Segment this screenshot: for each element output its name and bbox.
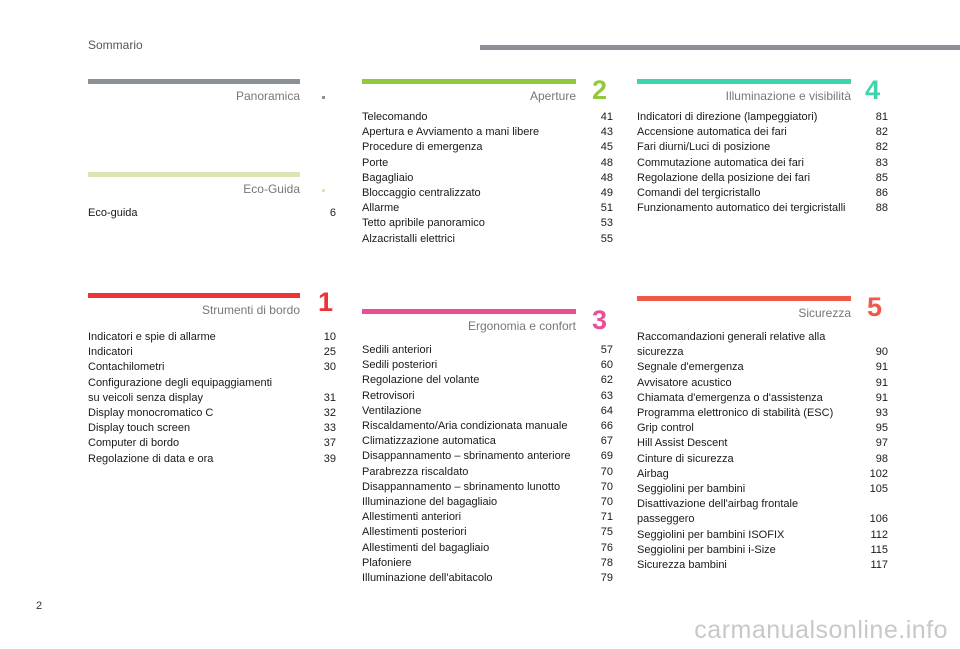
section-ecoguida (88, 172, 336, 221)
page-number: 2 (36, 600, 43, 612)
section-number: 3 (592, 305, 608, 335)
section-title: Eco-Guida (243, 182, 300, 196)
toc-entry-page: 69 (600, 450, 613, 463)
toc-entry[interactable] (362, 449, 613, 464)
toc-entry-label: Computer di bordo (88, 437, 180, 450)
section-panoramica (88, 79, 300, 103)
toc-entry-page: 37 (323, 437, 336, 450)
toc-entry-page: 83 (875, 156, 888, 169)
toc-entry-page: 90 (875, 346, 888, 359)
toc-entry-page: 86 (875, 187, 888, 200)
toc-entry[interactable] (362, 571, 613, 586)
toc-entry[interactable] (88, 452, 336, 467)
toc-entry[interactable] (88, 206, 336, 221)
section-bar (637, 79, 851, 84)
toc-entries (637, 110, 888, 216)
toc-entry[interactable] (637, 391, 888, 406)
toc-entry-label: Contachilometri (88, 361, 165, 374)
toc-entry-page: 64 (600, 404, 613, 417)
section-bar (362, 309, 576, 314)
section-sicurezza (637, 292, 888, 573)
toc-entry[interactable] (637, 543, 888, 558)
toc-entry-label: Illuminazione del bagagliaio (362, 496, 498, 509)
toc-entry-label: Regolazione della posizione dei fari (637, 171, 811, 184)
toc-entry-label: Regolazione del volante (362, 374, 480, 387)
toc-entry[interactable] (362, 186, 613, 201)
toc-entry-page: 91 (875, 361, 888, 374)
toc-entry-label: Apertura e Avviamento a mani libere (362, 126, 540, 139)
section-bar (362, 79, 576, 84)
toc-entry[interactable] (637, 186, 888, 201)
toc-entry-page: 33 (323, 422, 336, 435)
toc-entry-page: 85 (875, 171, 888, 184)
toc-entry[interactable] (88, 345, 336, 360)
toc-entry[interactable] (637, 201, 888, 216)
toc-entry-label: Grip control (637, 422, 694, 435)
section-bar (88, 293, 300, 298)
toc-entry-page: 49 (600, 187, 613, 200)
section-aperture (362, 75, 613, 247)
toc-entry-label: Allestimenti del bagagliaio (362, 541, 490, 554)
toc-entry-page: 51 (600, 202, 613, 215)
toc-entry-page: 45 (600, 141, 613, 154)
toc-entry-page: 43 (600, 126, 613, 139)
toc-entry-label: Bloccaggio centralizzato (362, 187, 481, 200)
toc-entry-label: Disappannamento – sbrinamento lunotto (362, 480, 561, 493)
toc-entry-label: Porte (362, 156, 389, 169)
toc-entry-page: 67 (600, 435, 613, 448)
toc-entry-label: Procedure di emergenza (362, 141, 483, 154)
section-illuminazione (637, 75, 888, 216)
toc-entry-label: Display touch screen (88, 422, 191, 435)
toc-entry-label: Bagagliaio (362, 171, 414, 184)
toc-entry-label: Sedili anteriori (362, 344, 432, 356)
toc-entry-label: Commutazione automatica dei fari (637, 156, 804, 169)
toc-entry[interactable] (637, 482, 888, 497)
toc-entry-label: Chiamata d'emergenza o d'assistenza (637, 391, 823, 404)
section-bar (88, 172, 300, 177)
toc-entry[interactable] (362, 140, 613, 155)
toc-entry-label: Alzacristalli elettrici (362, 232, 455, 245)
toc-entry-page: 88 (875, 202, 888, 215)
toc-entry-label: Telecomando (362, 111, 428, 123)
section-title: Sicurezza (798, 306, 851, 320)
toc-entry[interactable] (362, 404, 613, 419)
toc-entry[interactable] (637, 436, 888, 451)
toc-entry-label: Allestimenti posteriori (362, 526, 467, 539)
toc-entry-label: Funzionamento automatico dei tergicristalli (637, 202, 846, 215)
toc-entry-label: Disappannamento – sbrinamento anteriore (362, 450, 571, 463)
header-bar (480, 45, 960, 50)
section-title: Aperture (529, 89, 576, 103)
section-number: 4 (865, 75, 881, 105)
toc-entry-page: 71 (600, 511, 613, 524)
toc-entry-page: 25 (323, 346, 336, 359)
toc-entry[interactable] (362, 156, 613, 171)
toc-entry[interactable] (362, 389, 613, 404)
toc-entry-label: Allestimenti anteriori (362, 511, 462, 524)
toc-entry-label: Indicatori e spie di allarme (88, 331, 216, 343)
toc-entry[interactable] (637, 421, 888, 436)
section-title: Strumenti di bordo (201, 303, 300, 317)
toc-entry[interactable] (637, 110, 888, 125)
toc-entry-label: Eco-guida (88, 207, 138, 219)
watermark: carmanualsonline.info (694, 616, 948, 644)
toc-entry-label: Programma elettronico di stabilità (ESC) (637, 407, 834, 420)
toc-entry-page: 93 (875, 407, 888, 420)
toc-entry[interactable] (637, 406, 888, 421)
toc-entry-label: Display monocromatico C (88, 407, 214, 420)
toc-entry-page: 98 (875, 452, 888, 465)
toc-entry[interactable] (362, 525, 613, 540)
toc-entry-page: 97 (875, 437, 888, 450)
toc-entries (362, 110, 613, 247)
toc-entry-label: Climatizzazione automatica (362, 435, 496, 448)
toc-entry-page: 41 (600, 111, 613, 123)
toc-entry-label: Seggiolini per bambini ISOFIX (637, 528, 785, 541)
toc-entry[interactable] (362, 343, 613, 358)
toc-entry[interactable] (362, 510, 613, 525)
toc-entry[interactable] (637, 330, 888, 360)
toc-entry[interactable] (88, 376, 336, 406)
toc-entries (362, 343, 613, 586)
section-bar (637, 296, 851, 301)
toc-entry-page: 106 (869, 513, 888, 526)
toc-entry-label: Cinture di sicurezza (637, 452, 734, 465)
toc-entry[interactable] (637, 497, 888, 527)
toc-entry[interactable] (362, 358, 613, 373)
toc-entry[interactable] (637, 171, 888, 186)
section-strumenti (88, 287, 336, 467)
toc-entry[interactable] (637, 140, 888, 155)
toc-entry-page: 115 (870, 543, 888, 556)
toc-entry-label: Tetto apribile panoramico (362, 217, 485, 230)
toc-entry-label: Allarme (362, 202, 400, 215)
toc-entries (88, 206, 336, 221)
toc-entry[interactable] (362, 556, 613, 571)
toc-entry[interactable] (637, 452, 888, 467)
toc-entry-page: 57 (600, 344, 613, 356)
section-title: Panoramica (235, 89, 300, 103)
toc-entry-label: Regolazione di data e ora (88, 452, 214, 465)
section-title: Ergonomia e confort (467, 319, 576, 333)
toc-entry[interactable] (362, 419, 613, 434)
toc-entry-label: Hill Assist Descent (637, 437, 728, 450)
toc-entry[interactable] (362, 434, 613, 449)
toc-entry[interactable] (637, 156, 888, 171)
toc-entry-page: 48 (600, 156, 613, 169)
toc-entry[interactable] (637, 125, 888, 140)
section-marker (322, 189, 325, 192)
toc-entry-label: Ventilazione (362, 404, 422, 417)
toc-entry-label: Sicurezza bambini (637, 559, 727, 572)
toc-entry[interactable] (88, 421, 336, 436)
toc-entry-label: Plafoniere (362, 556, 412, 569)
toc-entry-page: 91 (875, 391, 888, 404)
toc-entry-page: 70 (600, 465, 613, 478)
toc-entry-page: 117 (870, 559, 888, 572)
section-number: 1 (318, 287, 334, 317)
toc-entry-page: 91 (875, 376, 888, 389)
toc-entry[interactable] (637, 376, 888, 391)
toc-entry[interactable] (362, 201, 613, 216)
toc-entry-label: Retrovisori (362, 389, 415, 402)
toc-entry-page: 78 (600, 556, 613, 569)
toc-entry[interactable] (637, 558, 888, 573)
toc-entry-label: Comandi del tergicristallo (637, 187, 761, 200)
section-ergonomia (362, 305, 613, 586)
toc-entry-page: 55 (600, 232, 613, 245)
toc-entry-page: 76 (600, 541, 613, 554)
toc-entry-page: 81 (875, 111, 888, 123)
toc-entry[interactable] (362, 373, 613, 388)
toc-entry-page: 10 (323, 331, 336, 343)
toc-entry[interactable] (637, 467, 888, 482)
toc-entry-page: 75 (600, 526, 613, 539)
toc-entry-page: 112 (870, 528, 888, 541)
toc-entry[interactable] (88, 330, 336, 345)
toc-entry-page: 79 (600, 572, 613, 585)
toc-entry[interactable] (362, 232, 613, 247)
toc-entry-page: 53 (600, 217, 613, 230)
toc-entry[interactable] (362, 465, 613, 480)
toc-entry[interactable] (362, 541, 613, 556)
section-bar (88, 79, 300, 84)
toc-entry-page: 70 (600, 496, 613, 509)
toc-entry-page: 102 (869, 467, 888, 480)
toc-entry[interactable] (88, 406, 336, 421)
toc-entry[interactable] (362, 480, 613, 495)
toc-entry-label: Parabrezza riscaldato (362, 465, 469, 478)
toc-entry-label: Segnale d'emergenza (637, 361, 744, 374)
toc-entry[interactable] (637, 528, 888, 543)
toc-entry[interactable] (362, 495, 613, 510)
toc-entry-label: Accensione automatica dei fari (637, 126, 787, 139)
toc-entry[interactable] (362, 171, 613, 186)
toc-entries (637, 330, 888, 573)
page-header-title: Sommario (88, 38, 143, 52)
toc-entry[interactable] (362, 110, 613, 125)
section-title: Illuminazione e visibilità (725, 89, 851, 103)
toc-entry-label: Fari diurni/Luci di posizione (637, 141, 771, 154)
toc-entry-page: 30 (323, 361, 336, 374)
toc-entry-label: Seggiolini per bambini (637, 483, 746, 496)
toc-entry-page: 82 (875, 141, 888, 154)
toc-entry-page: 31 (323, 391, 336, 404)
toc-entry[interactable] (637, 360, 888, 375)
toc-entry[interactable] (88, 360, 336, 375)
toc-entry-page: 95 (875, 422, 888, 435)
section-number: 2 (592, 75, 608, 105)
toc-entry-page: 62 (600, 374, 613, 387)
section-marker (322, 96, 325, 99)
toc-entry-label: Illuminazione dell'abitacolo (362, 572, 493, 585)
toc-entry-label: Riscaldamento/Aria condizionata manuale (362, 420, 568, 433)
toc-entry-page: 105 (869, 483, 888, 496)
toc-entry-label: Sedili posteriori (362, 359, 438, 372)
toc-entry-label: Raccomandazioni generali relative alla sicurezza (637, 331, 826, 359)
toc-entry-label: Disattivazione dell'airbag frontale passeggero (637, 498, 799, 526)
toc-entry[interactable] (88, 436, 336, 451)
toc-entry-page: 48 (600, 171, 613, 184)
section-number: 5 (867, 292, 883, 322)
toc-entry-label: Configurazione degli equipaggiamenti su veicoli senza display (88, 376, 273, 404)
toc-entry-page: 82 (875, 126, 888, 139)
toc-entry-label: Indicatori di direzione (lampeggiatori) (637, 111, 818, 123)
toc-entry-label: Avvisatore acustico (637, 376, 732, 389)
toc-entry[interactable] (362, 216, 613, 231)
toc-entry-label: Indicatori (88, 346, 133, 359)
toc-entry[interactable] (362, 125, 613, 140)
toc-entry-page: 66 (600, 420, 613, 433)
toc-entry-page: 6 (329, 207, 336, 219)
toc-entry-page: 63 (600, 389, 613, 402)
toc-entry-page: 32 (323, 407, 336, 420)
toc-entry-page: 39 (323, 452, 336, 465)
toc-entry-page: 60 (600, 359, 613, 372)
toc-entries (88, 330, 336, 467)
toc-entry-label: Airbag (637, 467, 669, 480)
toc-entry-page: 70 (600, 480, 613, 493)
toc-entry-label: Seggiolini per bambini i-Size (637, 543, 776, 556)
